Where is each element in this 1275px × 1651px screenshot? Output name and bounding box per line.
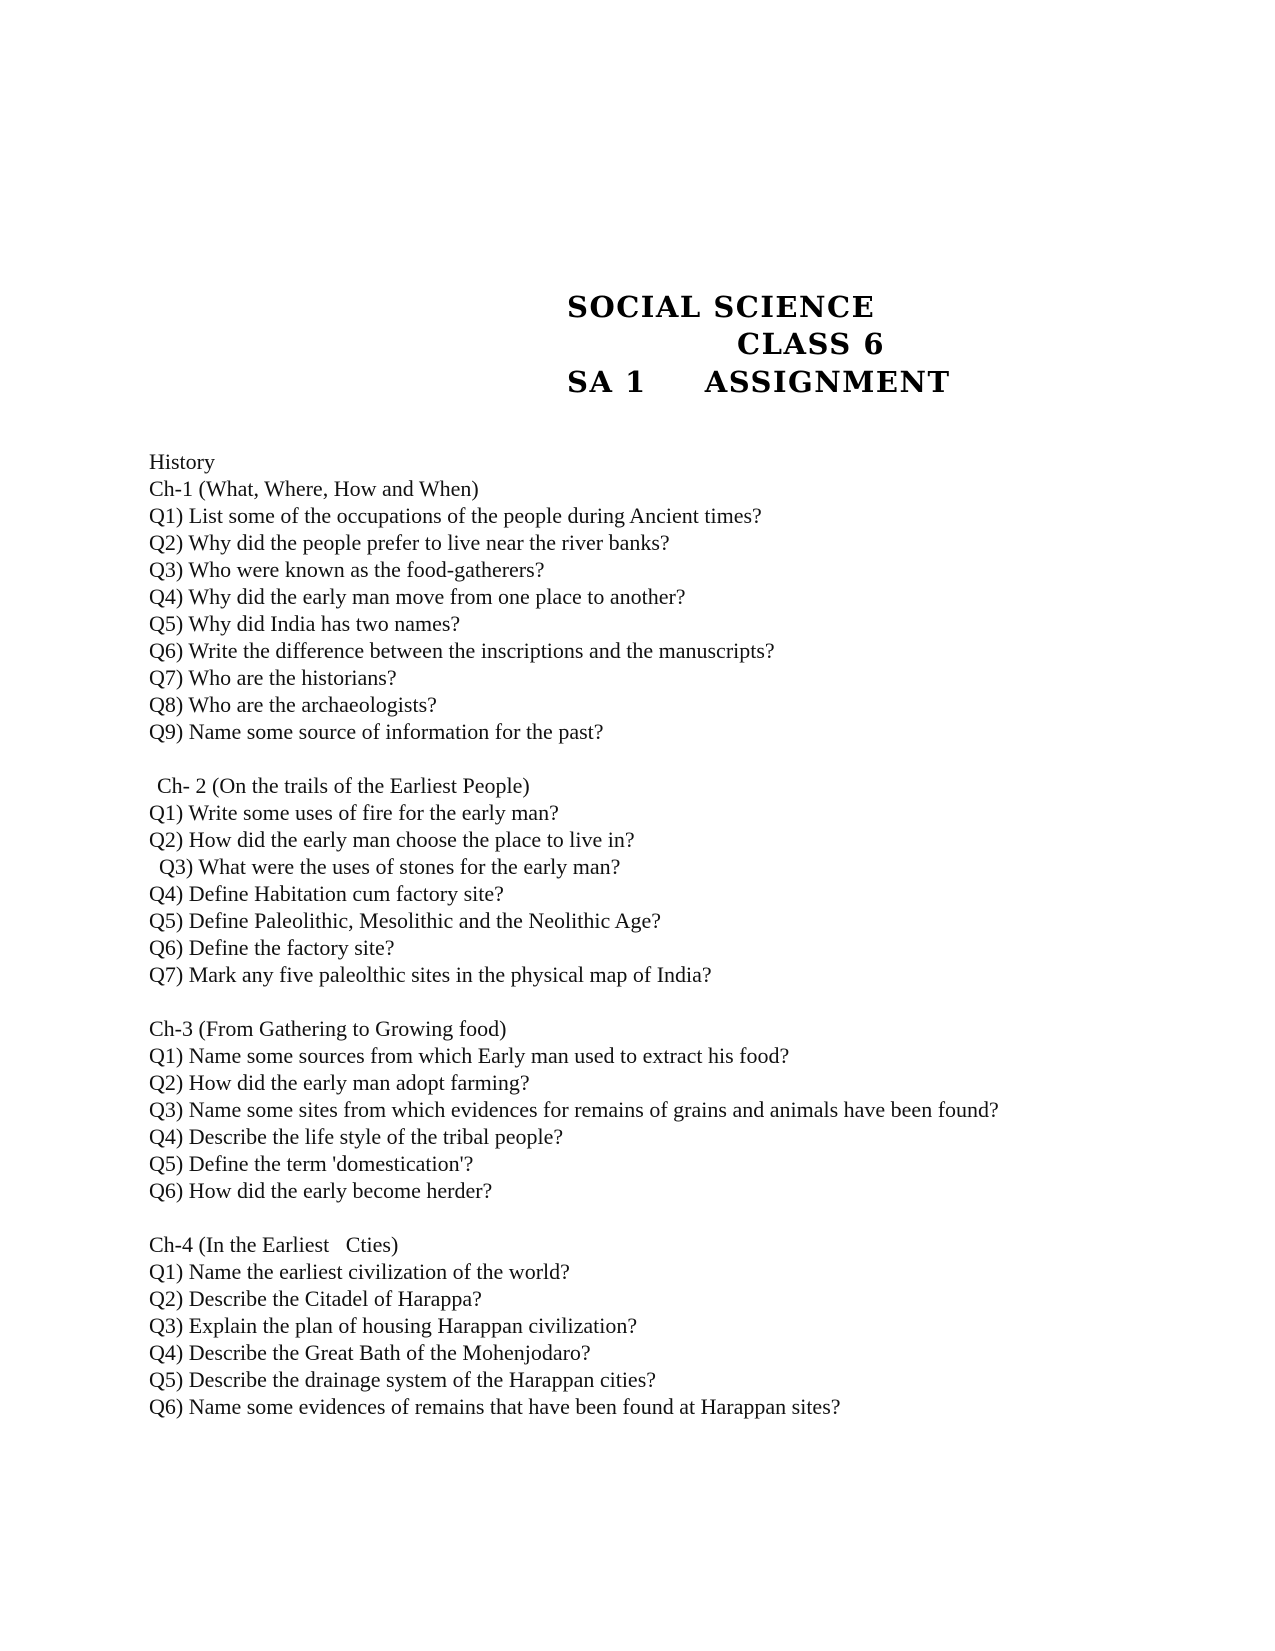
question-item: Q6) How did the early become herder? — [149, 1178, 493, 1203]
question-item: Q1) Name some sources from which Early man used to extract his food? — [149, 1043, 790, 1068]
question-item: Q7) Mark any five paleolthic sites in the physical map of India? — [149, 962, 712, 987]
question-item: Q4) Describe the life style of the tribal people? — [149, 1124, 564, 1149]
question-item: Q2) How did the early man choose the place to live in? — [149, 827, 635, 852]
title-subject: SOCIAL SCIENCE — [567, 290, 876, 324]
question-item: Q4) Define Habitation cum factory site? — [149, 881, 504, 906]
chapter-3-title: Ch-3 (From Gathering to Growing food) — [149, 1016, 507, 1041]
question-item: Q3) Name some sites from which evidences for remains of grains and animals have been found? — [149, 1097, 999, 1122]
chapter-2-title: Ch- 2 (On the trails of the Earliest People) — [157, 773, 530, 798]
title-assignment: SA 1 ASSIGNMENT — [567, 365, 951, 399]
question-item: Q6) Write the difference between the inscriptions and the manuscripts? — [149, 638, 775, 663]
question-item: Q9) Name some source of information for the past? — [149, 719, 604, 744]
question-item: Q2) Describe the Citadel of Harappa? — [149, 1286, 482, 1311]
question-item: Q5) Describe the drainage system of the Harappan cities? — [149, 1367, 657, 1392]
question-item: Q1) Write some uses of fire for the early man? — [149, 800, 559, 825]
question-item: Q1) List some of the occupations of the people during Ancient times? — [149, 503, 762, 528]
question-item: Q4) Why did the early man move from one place to another? — [149, 584, 686, 609]
question-item: Q3) Who were known as the food-gatherers? — [149, 557, 545, 582]
chapter-1-title: Ch-1 (What, Where, How and When) — [149, 476, 479, 501]
question-item: Q7) Who are the historians? — [149, 665, 397, 690]
subject-heading: History — [149, 449, 215, 474]
chapter-4-title: Ch-4 (In the Earliest Cties) — [149, 1232, 399, 1257]
question-item: Q6) Name some evidences of remains that have been found at Harappan sites? — [149, 1394, 841, 1419]
question-item: Q2) Why did the people prefer to live near the river banks? — [149, 530, 670, 555]
question-item: Q2) How did the early man adopt farming? — [149, 1070, 530, 1095]
question-item: Q4) Describe the Great Bath of the Mohenjodaro? — [149, 1340, 591, 1365]
question-item: Q5) Define the term 'domestication'? — [149, 1151, 474, 1176]
question-item: Q1) Name the earliest civilization of the world? — [149, 1259, 570, 1284]
question-item: Q5) Why did India has two names? — [149, 611, 461, 636]
title-class: CLASS 6 — [737, 327, 885, 361]
question-item: Q6) Define the factory site? — [149, 935, 395, 960]
question-item: Q5) Define Paleolithic, Mesolithic and the Neolithic Age? — [149, 908, 661, 933]
question-item: Q8) Who are the archaeologists? — [149, 692, 437, 717]
question-item: Q3) What were the uses of stones for the early man? — [159, 854, 621, 879]
question-item: Q3) Explain the plan of housing Harappan civilization? — [149, 1313, 638, 1338]
